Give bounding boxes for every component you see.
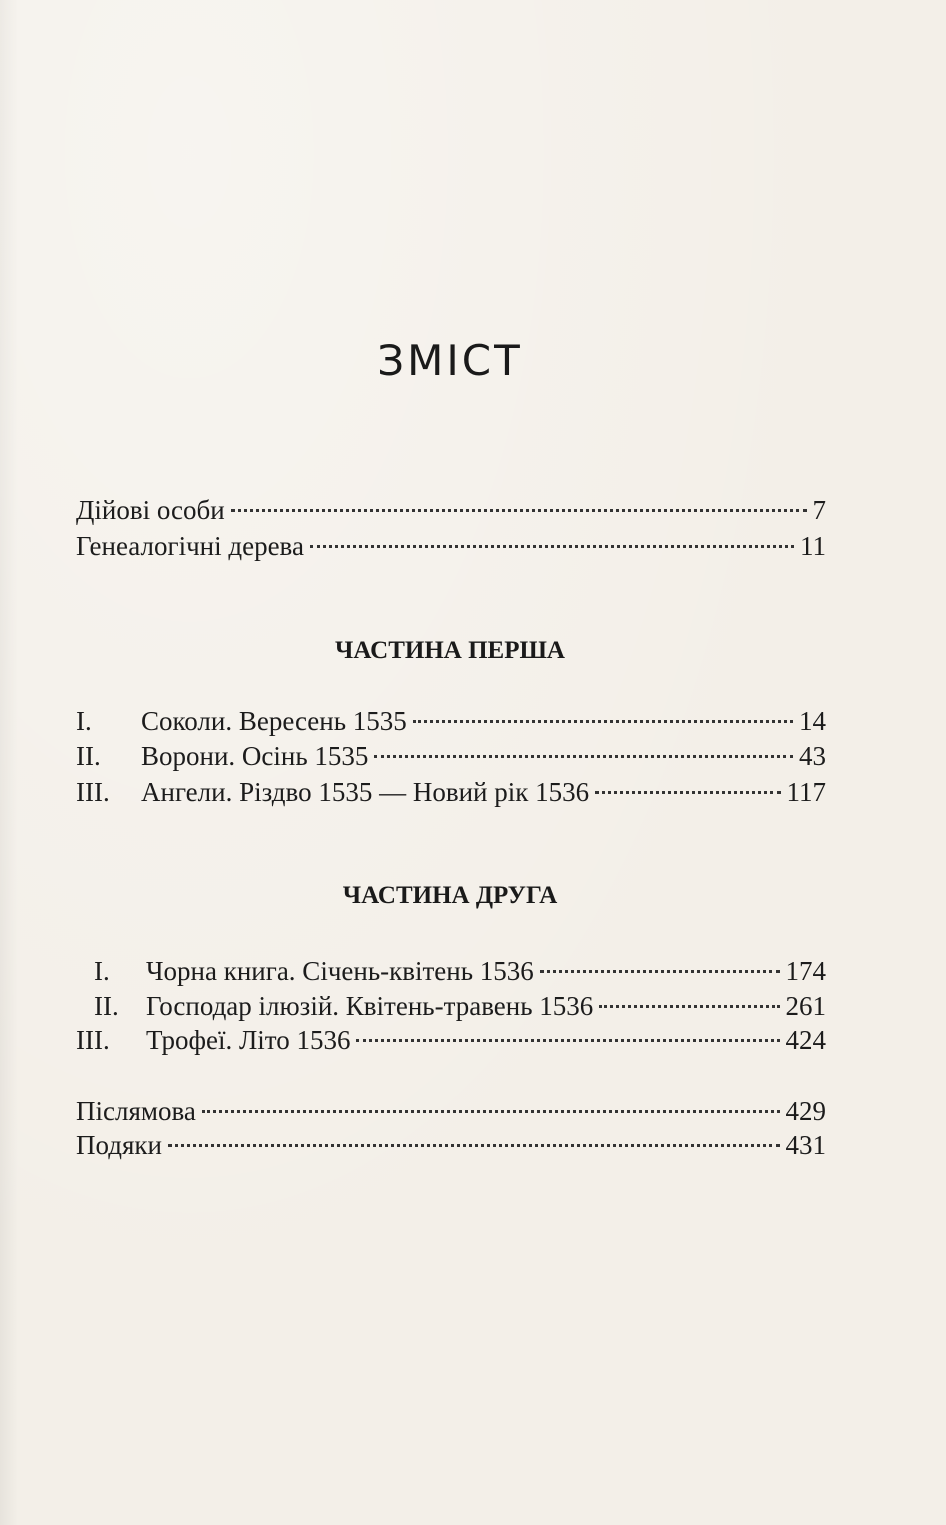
toc-entry-page: 117 [786, 777, 826, 807]
leader-dots [202, 1110, 780, 1113]
toc-entry-part1-ch1[interactable] [76, 703, 826, 739]
toc-entry-label: Ворони. Осінь 1535 [141, 741, 369, 771]
toc-entry-page: 14 [799, 706, 826, 736]
toc-entry-page: 43 [799, 741, 826, 771]
toc-entry-page: 429 [785, 1096, 826, 1126]
toc-entry-back-2[interactable] [76, 1127, 826, 1163]
leader-dots [231, 509, 807, 512]
toc-entry-part2-ch2[interactable] [76, 988, 826, 1024]
toc-entry-label: Ангели. Різдво 1535 — Новий рік 1536 [141, 777, 590, 807]
chapter-number: I. [94, 956, 110, 986]
toc-entry-label: Соколи. Вересень 1535 [141, 706, 407, 736]
toc-entry-label: Генеалогічні дерева [76, 531, 304, 561]
chapter-number: III. [76, 777, 110, 807]
toc-entry-page: 11 [800, 531, 826, 561]
toc-entry-page: 7 [812, 495, 826, 525]
toc-entry-label: Господар ілюзій. Квітень-травень 1536 [146, 991, 594, 1021]
leader-dots [540, 970, 780, 973]
toc-entry-part1-ch2[interactable] [76, 738, 826, 774]
toc-entry-part1-ch3[interactable] [76, 774, 826, 810]
part-one-title: ЧАСТИНА ПЕРША [335, 637, 565, 664]
chapter-number: I. [76, 706, 92, 736]
toc-entry-part2-ch1[interactable] [76, 953, 826, 989]
toc-entry-label: Чорна книга. Січень-квітень 1536 [146, 956, 534, 986]
toc-entry-label: Трофеї. Літо 1536 [146, 1025, 351, 1055]
leader-dots [413, 720, 793, 723]
toc-entry-page: 174 [785, 956, 826, 986]
part-two-title: ЧАСТИНА ДРУГА [342, 882, 558, 909]
chapter-number: II. [76, 741, 101, 771]
leader-dots [595, 791, 780, 794]
leader-dots [374, 755, 793, 758]
toc-entry-label: Післямова [76, 1096, 196, 1126]
toc-entry-label: Подяки [76, 1130, 162, 1160]
toc-entry-part2-ch3[interactable] [76, 1022, 826, 1058]
toc-entry-label: Дійові особи [76, 495, 225, 525]
toc-entry-page: 261 [785, 991, 826, 1021]
leader-dots [168, 1144, 780, 1147]
toc-entry-front-1[interactable] [76, 492, 826, 528]
toc-entry-page: 431 [785, 1130, 826, 1160]
chapter-number: II. [94, 991, 119, 1021]
leader-dots [599, 1005, 779, 1008]
toc-entry-back-1[interactable] [76, 1093, 826, 1129]
chapter-number: III. [76, 1025, 110, 1055]
toc-title: ЗМІСТ [377, 336, 523, 385]
toc-entry-front-2[interactable] [76, 528, 826, 564]
toc-entry-page: 424 [785, 1025, 826, 1055]
leader-dots [356, 1039, 779, 1042]
leader-dots [310, 545, 794, 548]
